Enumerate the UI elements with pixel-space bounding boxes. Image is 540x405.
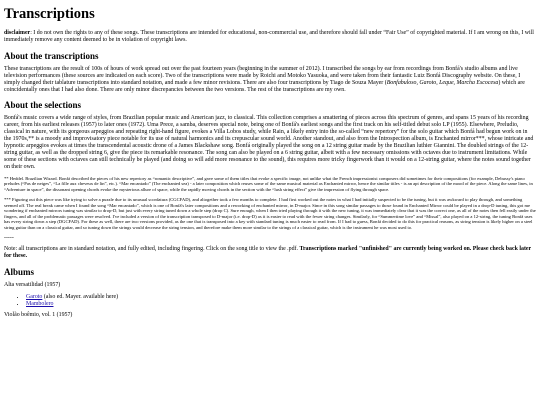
separator: ----- [4, 235, 14, 242]
about-transcriptions-paragraph [4, 66, 536, 94]
song-note: (also ed. Mayer. available here) [42, 293, 119, 300]
about-transcriptions-titles: Bonfabuloso, Garoto, Leque, Marcha Escocesa [386, 79, 499, 86]
album-title: Violão boêmio, vol. 1 (1957) [4, 311, 73, 318]
disclaimer-label: disclaimer [4, 30, 31, 36]
list-item [26, 301, 536, 308]
about-transcriptions-heading: About the transcriptions [4, 50, 99, 61]
list-item [26, 294, 536, 301]
page-title: Transcriptions [4, 6, 95, 22]
album-title: Alta versatilidad (1957) [4, 281, 61, 288]
about-transcriptions-text-1: These transcriptions are the result of 100s of hours of work spread out over the past fourteen years (beginning in the summer of 2012). I transcribed the songs by ear from recordings from Bonfá's studio albums and live television performances (these sources are indicated on each score). Two of the transcriptions were made by Roichi and Motoko Yasuoka, and were taken from their fantastic Luiz Bonfá Discography website. On these, I simply changed their tablature transcriptions into standard notation, and made a few minor revisions. There are also four transcriptions by Tiago de Souza Mayer ( [4, 65, 521, 86]
notation-note-text: Note: all transcriptions are in standard notation, and fully edited, including fingering. Click on the song title to view the .pdf. [4, 246, 300, 253]
disclaimer [4, 30, 536, 44]
album-track-list [4, 294, 536, 308]
about-transcriptions-text-2: ) which are coincidentally ones that I had also done. There are only minor discrepancies between the two versions. The rest of the transcriptions are my own. [4, 79, 525, 93]
footnote-triple-star: *** Figuring out this piece was like trying to solve a puzzle due to its unusual scordatura (CGCFAD), and altogether took a few months to complete. I had first worked out the notes in what I had initially suspected to be the tuning, but it was awkward to play through, and something seemed off. The real break came when I found the song “Mar encantado”, which is one of Bonfá's later compositions and a reworking of enchanted mirror, in D-major. Since in this song similar passages to those found in Enchanted Mirror could be played in a drop-D tuning, this got me wondering if enchanted mirrors tuning was similar to drop-D, but just with every string tuned down a whole step (drop C). Sure enough, when I then tried playing through it with the new tuning, it was immediately clear that it was the correct one, as all of the notes then fell easily under the fingers, and all of the problematic passages were resolved. I've included a version of the transcription transposed to D-major (i.e. drop-D) as it is easier to read with the fewer string changes. Similarly, for “Summertime love” and “Missal”, also played on a 12-string, the tuning Bonfá uses has every string down a step (DGCFAD). For these as well, there are two versions provided, as the one that is transposed into a key with standard tuning is much easier to read from. If I had to guess, Bonfá decided to do this for practical reasons, as string tension is likely higher on a steel string guitar than on a classical guitar, and so tuning down the strings would decrease the string tension, and therefore make them more similar to the strings of a classical guitar, which is the instrument he was most used to. [4, 197, 536, 230]
disclaimer-text: : I do not own the rights to any of these songs. These transcriptions are intended for educational, non-commercial use, and therefore should fall under “Fair Use” of copyrighted material. If I am wrong on this, I will immediately remove any content deemed to be in violation of copyright laws. [4, 30, 534, 43]
unfinished-note: Transcriptions marked "unfinished" are currently being worked on. Please check back later for these. [4, 246, 532, 259]
about-selections-paragraph: Bonfá's music covers a wide range of styles, from Brazilian popular music and American jazz, to classical. This collection comprises a smattering of pieces across this spectrum of genres, and spans 15 years of his recording career, from his earliest releases (1957) to later ones (1972). Uma Prece, a samba, deserves special note, being one of Bonfá's earliest songs and the first track on his self-titled debut solo LP (1955). Elsewhere, Preludio, classical in nature, with its gorgeous arpeggios and repeating right-hand figure, evokes a Villa Lobos study, while Rain, a likely entry into the so-called “new repertory” for the solo guitar which Bonfá had begun work on in the 1970s,** is a moody and improvisatory piece notable for its use of natural harmonics and its crepuscular sound world. Another standout, and also from the Introspection album, is Enchanted mirror***, whose intricate and hypnotic arpeggios evokes at times the transcendental acoustic drone of a James Blackshaw song. Bonfá originally played the song on a 12 string guitar made by the Brazilian luthier Giannini. The doubled strings of the 12-string guitar, as well as the dropped string 6, give the piece its remarkable resonance. The song can also be played on a 6 string guitar, albeit with a few necessary omissions with octaves due to instrument limitations. While some of these sections with octaves can still technically be played (and doing so will add more resonance to the sound), this requires more tricky fingerwork than it would on a 12-string guitar, where the notes sound together on their own. [4, 115, 534, 170]
song-link-garoto[interactable]: Garoto [26, 293, 43, 300]
about-selections-heading: About the selections [4, 100, 81, 111]
albums-heading: Albums [4, 266, 35, 277]
notation-note [4, 246, 536, 260]
footnote-double-star: ** Heddel. Brazilian Wizard. Bonfá described the pieces of his new repertory as “romantic descriptive”, and gave some of them titles that evoke a specific image, not unlike what the French impressionist composers did sometimes for their compositions (for example, Debussy's piano preludes (“Pas de neiges”, “La fille aux cheveux de lin”, etc.). “Mar encantado” (The enchanted sea) - a later composition which reuses some of the same musical material as Enchanted mirror, hence the similar titles - is an apt description of the mood of the piece. Along the same lines, in “Adventure in space”, the dissonant opening chords evoke the mysterious allure of space, while the rapidly moving chords in the section with the “lush string effect” give the impression of flying through space. [4, 175, 533, 192]
song-link-mambolero[interactable]: Mambolero [26, 300, 54, 307]
